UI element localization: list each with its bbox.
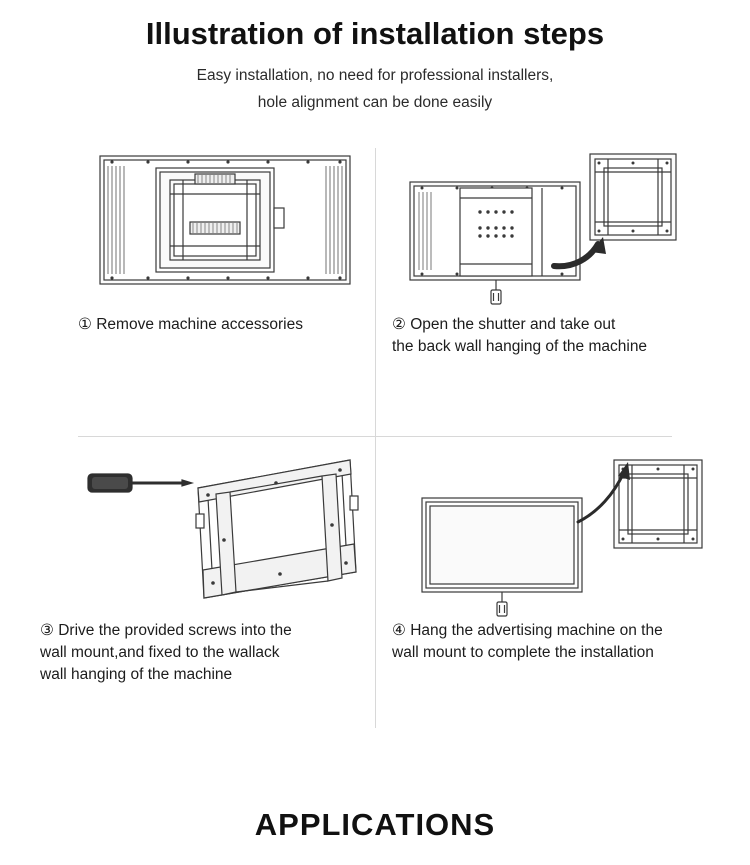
header (0, 0, 750, 116)
step-3-caption-line-3: wall hanging of the machine (40, 666, 233, 683)
step-3-caption-line-1: Drive the provided screws into the (58, 622, 292, 639)
screwdriver-and-wall-mount-illustration (40, 450, 375, 620)
step-1-caption (78, 314, 374, 336)
steps-grid (0, 138, 750, 738)
vertical-divider (375, 148, 376, 728)
horizontal-divider (78, 436, 672, 437)
step-2-caption (392, 314, 692, 358)
page-title: Illustration of installation steps (145, 16, 605, 51)
step-4 (392, 450, 727, 664)
step-1-caption-line-1: Remove machine accessories (96, 316, 303, 333)
step-4-caption-line-1: Hang the advertising machine on the (410, 622, 663, 639)
display-shutter-open-with-wall-bracket-illustration (392, 144, 692, 314)
step-2-caption-line-2: the back wall hanging of the machine (392, 338, 648, 355)
step-1 (78, 144, 374, 336)
step-3 (40, 450, 375, 686)
subtitle-line-2: hole alignment can be done easily (257, 94, 493, 111)
applications-title: APPLICATIONS (254, 807, 496, 842)
step-3-caption-line-2: wall mount,and fixed to the wallack (40, 644, 280, 661)
footer (0, 807, 750, 843)
step-4-number: ④ (392, 622, 406, 639)
step-2-caption-line-1: Open the shutter and take out (410, 316, 616, 333)
step-1-number: ① (78, 316, 92, 333)
display-hanging-on-wall-mount-illustration (392, 450, 727, 620)
step-3-number: ③ (40, 622, 54, 639)
display-back-with-bracket-illustration (78, 144, 374, 314)
step-4-caption-line-2: wall mount to complete the installation (392, 644, 654, 661)
step-2-number: ② (392, 316, 406, 333)
page-subtitle (0, 62, 750, 116)
step-2 (392, 144, 692, 358)
subtitle-line-1: Easy installation, no need for professional installers, (196, 67, 554, 84)
